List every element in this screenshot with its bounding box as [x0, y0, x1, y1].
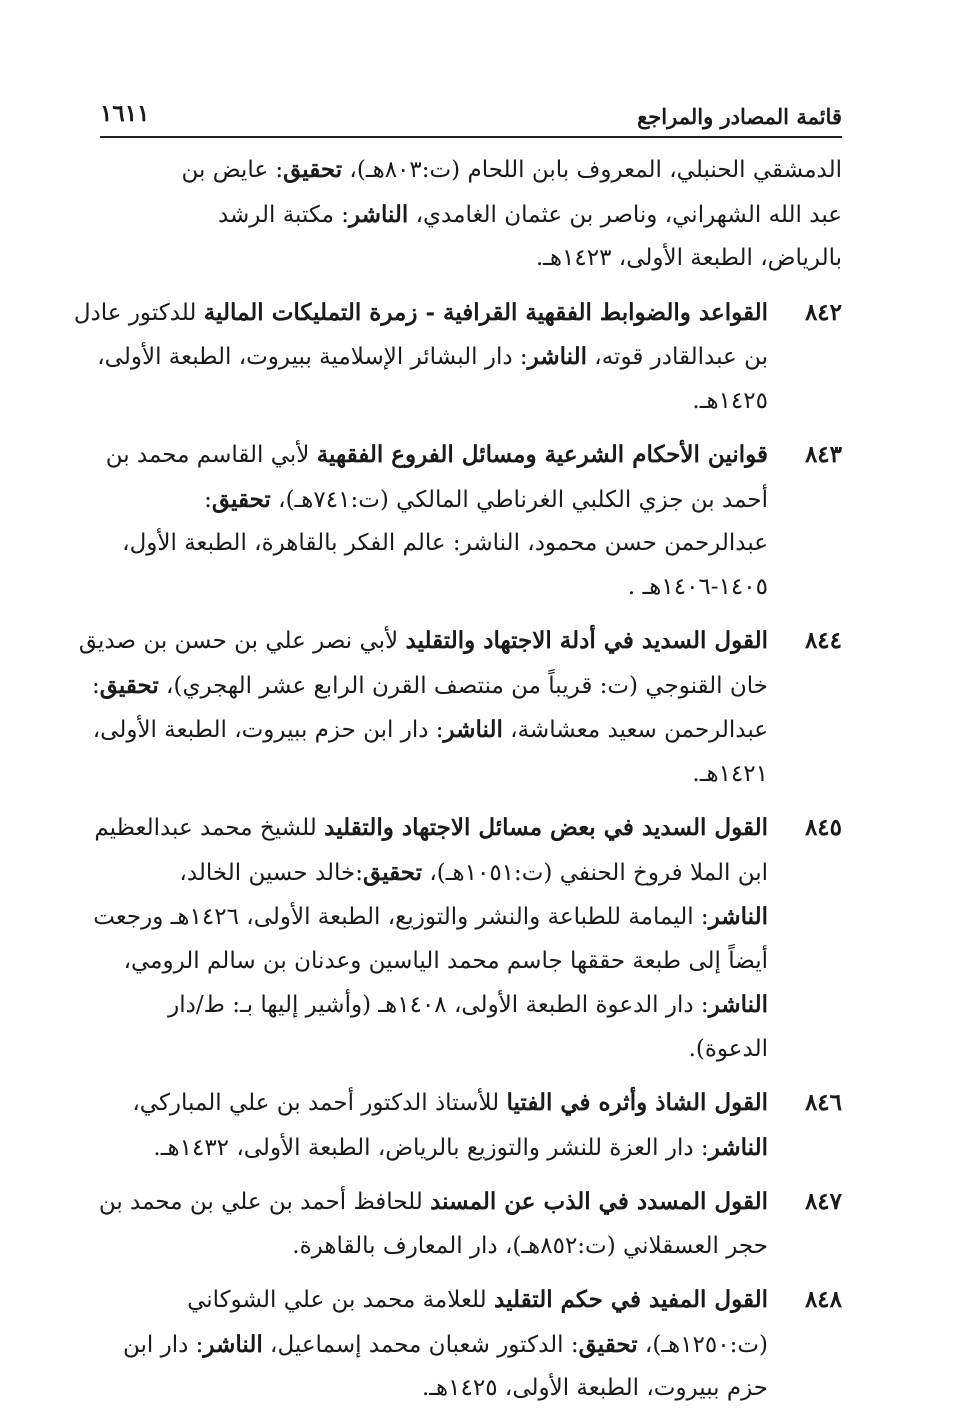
entry-number: ٨٤٦: [804, 1089, 842, 1116]
entry-number: ٨٤٣: [804, 441, 842, 468]
entry-line: القول السديد في أدلة الاجتهاد والتقليد لأبي نصر علي بن حسن بن صديق: [78, 627, 768, 654]
entry-line: خان القنوجي (ت: قريباً من منتصف القرن الرابع عشر الهجري)، تحقيق:: [91, 671, 768, 699]
book-title: القول المفيد في حكم التقليد: [494, 1286, 768, 1313]
reference-entry-843: [100, 433, 842, 609]
book-title: القول المسدد في الذب عن المسند: [430, 1188, 768, 1215]
book-title: القول السديد في بعض مسائل الاجتهاد والتقليد: [324, 814, 768, 841]
entry-line: بن عبدالقادر قوته، الناشر: دار البشائر الإسلامية ببيروت، الطبعة الأولى،: [97, 343, 768, 370]
entry-line: ابن الملا فروخ الحنفي (ت:١٠٥١هـ)، تحقيق:خالد حسين الخالد،: [179, 858, 768, 886]
entry-number: ٨٤٥: [804, 814, 842, 841]
page-number: ١٦١١: [100, 100, 150, 127]
references-list: [73, 148, 842, 1421]
entry-line: القول المسدد في الذب عن المسند للحافظ أحمد بن علي بن محمد بن: [98, 1188, 768, 1215]
reference-entry-846: [100, 1081, 842, 1170]
running-header: [100, 96, 842, 138]
entry-line: قوانين الأحكام الشرعية ومسائل الفروع الفقهية لأبي القاسم محمد بن: [105, 441, 768, 468]
reference-entry-847: [100, 1180, 842, 1268]
book-title: القول الشاذ وأثره في الفتيا: [506, 1089, 768, 1116]
entry-line: القول المفيد في حكم التقليد للعلامة محمد بن علي الشوكاني: [187, 1286, 768, 1313]
entry-line: الدمشقي الحنبلي، المعروف بابن اللحام (ت:٨٠٣هـ)، تحقيق: عايض بن: [181, 156, 842, 183]
reference-entry-845: [93, 806, 842, 1071]
entry-line: القول الشاذ وأثره في الفتيا للأستاذ الدكتور أحمد بن علي المباركي،: [132, 1089, 768, 1116]
reference-entry-842: [73, 291, 842, 424]
entry-line: ١٤٢١هـ.: [692, 760, 768, 787]
entry-number: ٨٤٤: [804, 627, 842, 654]
entry-line: الدعوة).: [688, 1035, 768, 1062]
book-title: القواعد والضوابط الفقهية القرافية - زمرة التمليكات المالية: [203, 298, 768, 326]
reference-entry-844: [78, 619, 842, 796]
entry-line: الناشر: اليمامة للطباعة والنشر والتوزيع، الطبعة الأولى، ١٤٢٦هـ ورجعت: [93, 903, 768, 930]
entry-line: الناشر: دار العزة للنشر والتوزيع بالرياض، الطبعة الأولى، ١٤٣٢هـ.: [153, 1133, 768, 1161]
entry-line: حزم ببيروت، الطبعة الأولى، ١٤٢٥هـ.: [421, 1375, 768, 1401]
entry-number: ٨٤٧: [804, 1188, 842, 1215]
entry-line: ١٤٠٥-١٤٠٦هـ .: [627, 573, 768, 600]
entry-line: حجر العسقلاني (ت:٨٥٢هـ)، دار المعارف بالقاهرة.: [292, 1232, 768, 1259]
entry-number: ٨٤٢: [804, 298, 842, 326]
continued-entry: [100, 148, 842, 281]
entry-line: القول السديد في بعض مسائل الاجتهاد والتقليد للشيخ محمد عبدالعظيم: [94, 814, 768, 841]
entry-line: بالرياض، الطبعة الأولى، ١٤٢٣هـ.: [535, 245, 842, 271]
entry-line: الناشر: دار الدعوة الطبعة الأولى، ١٤٠٨هـ (وأشير إليها بـ: ط/دار: [168, 991, 768, 1018]
entry-number: ٨٤٨: [804, 1286, 842, 1313]
entry-line: أحمد بن جزي الكلبي الغرناطي المالكي (ت:٧٤١هـ)، تحقيق:: [204, 485, 768, 513]
entry-line: القواعد والضوابط الفقهية القرافية - زمرة التمليكات المالية للدكتور عادل: [73, 298, 768, 326]
entry-line: ١٤٢٥هـ.: [692, 387, 768, 414]
entry-line: (ت:١٢٥٠هـ)، تحقيق: الدكتور شعبان محمد إسماعيل، الناشر: دار ابن: [123, 1330, 768, 1358]
entry-line: عبدالرحمن سعيد معشاشة، الناشر: دار ابن حزم ببيروت، الطبعة الأولى،: [92, 716, 768, 743]
entry-line: عبد الله الشهراني، وناصر بن عثمان الغامدي، الناشر: مكتبة الرشد: [217, 200, 842, 228]
header-title: قائمة المصادر والمراجع: [637, 104, 842, 129]
entry-line: عبدالرحمن حسن محمود، الناشر: عالم الفكر بالقاهرة، الطبعة الأول،: [122, 530, 768, 556]
book-title: قوانين الأحكام الشرعية ومسائل الفروع الفقهية: [316, 441, 768, 468]
entry-line: أيضاً إلى طبعة حققها جاسم محمد الياسين وعدنان بن سالم الرومي،: [123, 947, 768, 974]
reference-entry-848: [100, 1278, 842, 1411]
book-title: القول السديد في أدلة الاجتهاد والتقليد: [405, 627, 768, 654]
